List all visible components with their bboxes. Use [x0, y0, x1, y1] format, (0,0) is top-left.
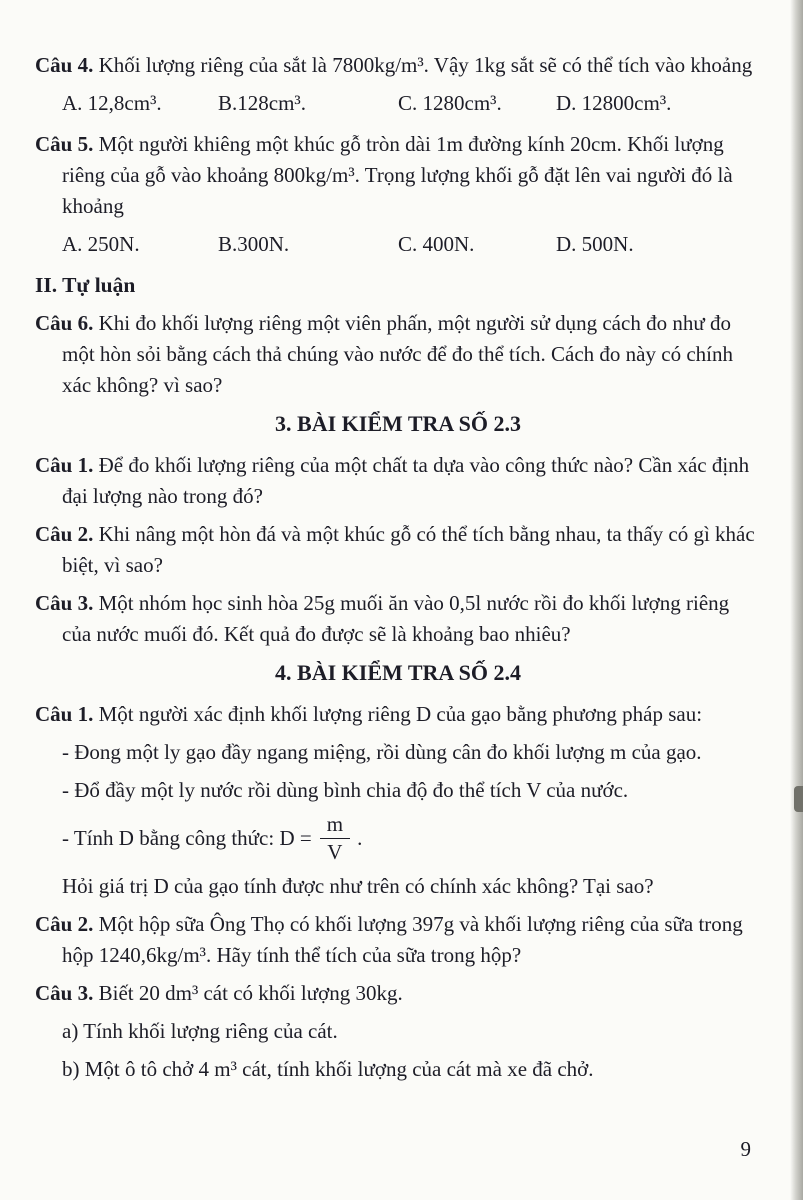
test4-q1-accuracy-question: Hỏi giá trị D của gạo tính được như trên có chính xác không? Tại sao? — [62, 874, 654, 899]
formula-suffix: . — [357, 826, 363, 851]
question-6 — [35, 308, 761, 401]
test4-question-1-text: Một người xác định khối lượng riêng D của gạo bằng phương pháp sau: — [93, 702, 703, 726]
test4-question-1 — [35, 699, 761, 730]
test3-question-2-label: Câu 2. — [35, 522, 94, 546]
option-5-c: C. 400N. — [398, 232, 475, 256]
test4-question-2-label: Câu 2. — [35, 912, 94, 937]
question-4-text: Khối lượng riêng của sắt là 7800kg/m³. Vậy 1kg sắt sẽ có thể tích vào khoảng — [93, 53, 753, 77]
test-heading-2-4: 4. BÀI KIỂM TRA SỐ 2.4 — [275, 660, 521, 685]
question-4-options — [35, 88, 761, 119]
test4-q1-bullet-measure-rice: - Đong một ly gạo đầy ngang miệng, rồi dùng cân đo khối lượng m của gạo. — [62, 740, 702, 764]
question-5 — [35, 129, 761, 222]
test4-question-3-text: Biết 20 dm³ cát có khối lượng 30kg. — [93, 981, 403, 1006]
test4-question-3 — [35, 978, 761, 1009]
page-edge-mark — [794, 786, 803, 812]
test3-question-2 — [35, 519, 761, 581]
option-4-a: A. 12,8cm³. — [62, 91, 162, 115]
test4-question-1-label: Câu 1. — [35, 702, 94, 726]
fraction-denominator: V — [327, 840, 343, 865]
page-edge-shadow — [790, 0, 803, 1200]
option-4-b: B.128cm³. — [218, 91, 306, 115]
test4-q3-item-b: b) Một ô tô chở 4 m³ cát, tính khối lượng của cát mà xe đã chở. — [62, 1057, 594, 1082]
option-5-b: B.300N. — [218, 232, 290, 256]
formula-prefix: - Tính D bằng công thức: D = — [62, 826, 312, 851]
question-5-label: Câu 5. — [35, 132, 94, 156]
test3-question-3-text: Một nhóm học sinh hòa 25g muối ăn vào 0,5l nước rồi đo khối lượng riêng của nước muối đó. Kết quả đo được sẽ là khoảng bao nhiêu? — [62, 591, 730, 646]
test3-question-1-label: Câu 1. — [35, 453, 94, 477]
test4-question-2-text: Một hộp sữa Ông Thọ có khối lượng 397g và khối lượng riêng của sữa trong hộp 1240,6kg/m³. Hãy tính thể tích của sữa trong hộp? — [62, 912, 743, 968]
test4-q1-formula-line — [35, 813, 761, 864]
fraction-m-over-v — [320, 813, 350, 864]
option-4-d: D. 12800cm³. — [556, 91, 672, 115]
fraction-numerator: m — [320, 813, 350, 839]
test4-question-3-label: Câu 3. — [35, 981, 94, 1006]
question-5-text: Một người khiêng một khúc gỗ tròn dài 1m đường kính 20cm. Khối lượng riêng của gỗ vào khoảng 800kg/m³. Trọng lượng khối gỗ đặt lên vai người đó là khoảng — [62, 132, 733, 218]
section-heading-tu-luan: II. Tự luận — [35, 273, 136, 297]
option-5-a: A. 250N. — [62, 232, 140, 256]
question-4-label: Câu 4. — [35, 53, 94, 77]
page-number: 9 — [740, 1137, 751, 1161]
option-5-d: D. 500N. — [556, 232, 634, 256]
test3-question-1-text: Để đo khối lượng riêng của một chất ta dựa vào công thức nào? Cần xác định đại lượng nào trong đó? — [62, 453, 750, 508]
test-heading-2-3: 3. BÀI KIỂM TRA SỐ 2.3 — [275, 411, 521, 436]
test3-question-3-label: Câu 3. — [35, 591, 94, 615]
question-6-label: Câu 6. — [35, 311, 94, 335]
test3-question-3 — [35, 588, 761, 650]
question-4 — [35, 50, 761, 81]
test4-q1-bullet-measure-water: - Đổ đầy một ly nước rồi dùng bình chia độ đo thể tích V của nước. — [62, 778, 629, 802]
question-5-options — [35, 229, 761, 260]
test4-question-2 — [35, 909, 761, 971]
test3-question-1 — [35, 450, 761, 512]
option-4-c: C. 1280cm³. — [398, 91, 502, 115]
question-6-text: Khi đo khối lượng riêng một viên phấn, một người sử dụng cách đo như đo một hòn sỏi bằng cách thả chúng vào nước để đo thể tích. Cách đo này có chính xác không? vì sao? — [62, 311, 733, 397]
test3-question-2-text: Khi nâng một hòn đá và một khúc gỗ có thể tích bằng nhau, ta thấy có gì khác biệt, vì sao? — [62, 522, 755, 577]
test4-q3-item-a: a) Tính khối lượng riêng của cát. — [62, 1019, 338, 1044]
